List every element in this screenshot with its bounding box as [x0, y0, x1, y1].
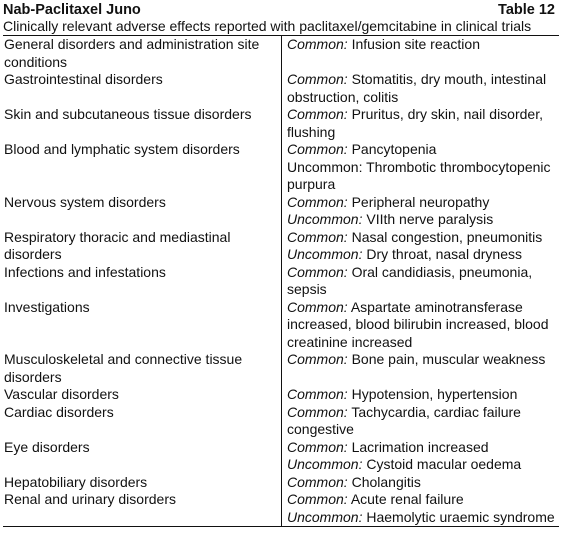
table-body: [3, 36, 559, 526]
effect-line: [287, 439, 559, 457]
table-row: [3, 264, 559, 299]
effect-text: Lacrimation increased: [351, 438, 489, 455]
table-row: [3, 491, 559, 526]
frequency-label: Common:: [287, 36, 348, 52]
effect-line: [287, 509, 559, 527]
table-row: [3, 106, 559, 141]
effect-text: Bone pain, muscular weakness: [351, 351, 546, 367]
table-row: [3, 36, 559, 71]
frequency-label: Uncommon:: [287, 211, 363, 227]
table-row: [3, 439, 559, 474]
effects-cell: [282, 491, 560, 526]
table-row: [3, 229, 559, 264]
effect-line: [287, 474, 559, 492]
effect-text: Cystoid macular oedema: [366, 456, 522, 472]
bottom-rule: [3, 526, 559, 527]
effect-line: [287, 351, 559, 369]
table-row: [3, 404, 559, 439]
frequency-label: Common:: [287, 386, 348, 402]
effect-text: Hypotension, hypertension: [351, 386, 518, 402]
effects-cell: [282, 474, 560, 492]
effects-cell: [282, 194, 560, 229]
organ-system-cell: Blood and lymphatic system disorders: [3, 141, 282, 194]
effect-text: Oral candidiasis, pneumonia, sepsis: [287, 263, 533, 297]
organ-system-cell: Cardiac disorders: [3, 404, 282, 439]
organ-system-cell: Renal and urinary disorders: [3, 491, 282, 526]
frequency-label: Uncommon:: [287, 456, 363, 472]
table-number: Table 12: [498, 2, 555, 18]
effect-text: Cholangitis: [351, 473, 421, 490]
effect-line: [287, 106, 559, 141]
effect-text: Dry throat, nasal dryness: [366, 246, 522, 262]
effect-line: [287, 404, 559, 439]
effects-cell: [282, 36, 560, 71]
table-row: [3, 71, 559, 106]
table-row: [3, 194, 559, 229]
organ-system-cell: Eye disorders: [3, 439, 282, 474]
effects-cell: [282, 264, 560, 299]
effect-text: Pancytopenia: [351, 141, 437, 157]
effects-cell: [282, 386, 560, 404]
effects-cell: [282, 71, 560, 106]
effect-text: Aspartate aminotransferase increased, blood bilirubin increased, blood creatinine increased: [287, 298, 549, 350]
effect-line: [287, 456, 559, 474]
organ-system-cell: Vascular disorders: [3, 386, 282, 404]
frequency-label: Common:: [287, 403, 348, 420]
adverse-effects-table: [3, 36, 559, 526]
effects-cell: [282, 439, 560, 474]
table-row: [3, 141, 559, 194]
effect-line: [287, 71, 559, 106]
frequency-label: Common:: [287, 438, 348, 455]
effect-text: Haemolytic uraemic syndrome: [366, 508, 555, 525]
effect-text: Peripheral neuropathy: [351, 193, 490, 210]
effect-text: Acute renal failure: [350, 491, 464, 507]
frequency-label: Common:: [287, 106, 348, 122]
effect-line: [287, 229, 559, 247]
title-row: [3, 2, 559, 18]
organ-system-cell: Skin and subcutaneous tissue disorders: [3, 106, 282, 141]
organ-system-cell: Nervous system disorders: [3, 194, 282, 229]
frequency-label: Common:: [287, 263, 348, 280]
effect-text: Nasal congestion, pneumonitis: [351, 228, 543, 245]
effects-cell: [282, 299, 560, 352]
frequency-label: Uncommon:: [287, 508, 363, 525]
table-caption: Clinically relevant adverse effects reported with paclitaxel/gemcitabine in clinical trials: [3, 18, 559, 36]
effect-line: [287, 211, 559, 229]
frequency-label: Common:: [287, 141, 348, 157]
frequency-label: Common:: [287, 298, 348, 315]
effects-cell: [282, 404, 560, 439]
frequency-label: Common:: [287, 351, 348, 367]
page-title: Nab-Paclitaxel Juno: [3, 2, 141, 18]
effect-line: [287, 386, 559, 404]
table-row: [3, 299, 559, 352]
effect-text: Tachycardia, cardiac failure congestive: [287, 403, 521, 437]
frequency-label: Common:: [287, 71, 348, 87]
effect-text: VIIth nerve paralysis: [366, 211, 494, 227]
effect-text: Infusion site reaction: [351, 36, 480, 52]
effect-line: [287, 36, 559, 54]
frequency-label: Common:: [287, 228, 348, 245]
effect-text: Uncommon: Thrombotic thrombocytopenic purpura: [287, 158, 551, 192]
effects-cell: [282, 141, 560, 194]
organ-system-cell: Infections and infestations: [3, 264, 282, 299]
effect-line: [287, 141, 559, 159]
effects-cell: [282, 351, 560, 386]
effect-text: Stomatitis, dry mouth, intestinal obstruction, colitis: [287, 71, 547, 105]
frequency-label: Common:: [287, 193, 348, 210]
effect-line: [287, 159, 559, 194]
effects-cell: [282, 229, 560, 264]
effect-text: Pruritus, dry skin, nail disorder, flushing: [287, 106, 543, 140]
organ-system-cell: Gastrointestinal disorders: [3, 71, 282, 106]
frequency-label: Common:: [287, 491, 348, 507]
frequency-label: Common:: [287, 473, 348, 490]
effect-line: [287, 264, 559, 299]
organ-system-cell: Hepatobiliary disorders: [3, 474, 282, 492]
frequency-label: Uncommon:: [287, 246, 363, 262]
table-row: [3, 474, 559, 492]
organ-system-cell: General disorders and administration site conditions: [3, 36, 282, 71]
organ-system-cell: Musculoskeletal and connective tissue disorders: [3, 351, 282, 386]
effects-cell: [282, 106, 560, 141]
table-row: [3, 351, 559, 386]
organ-system-cell: Investigations: [3, 299, 282, 352]
organ-system-cell: Respiratory thoracic and mediastinal disorders: [3, 229, 282, 264]
effect-line: [287, 194, 559, 212]
effect-line: [287, 299, 559, 352]
table-row: [3, 386, 559, 404]
effect-line: [287, 491, 559, 509]
effect-line: [287, 246, 559, 264]
